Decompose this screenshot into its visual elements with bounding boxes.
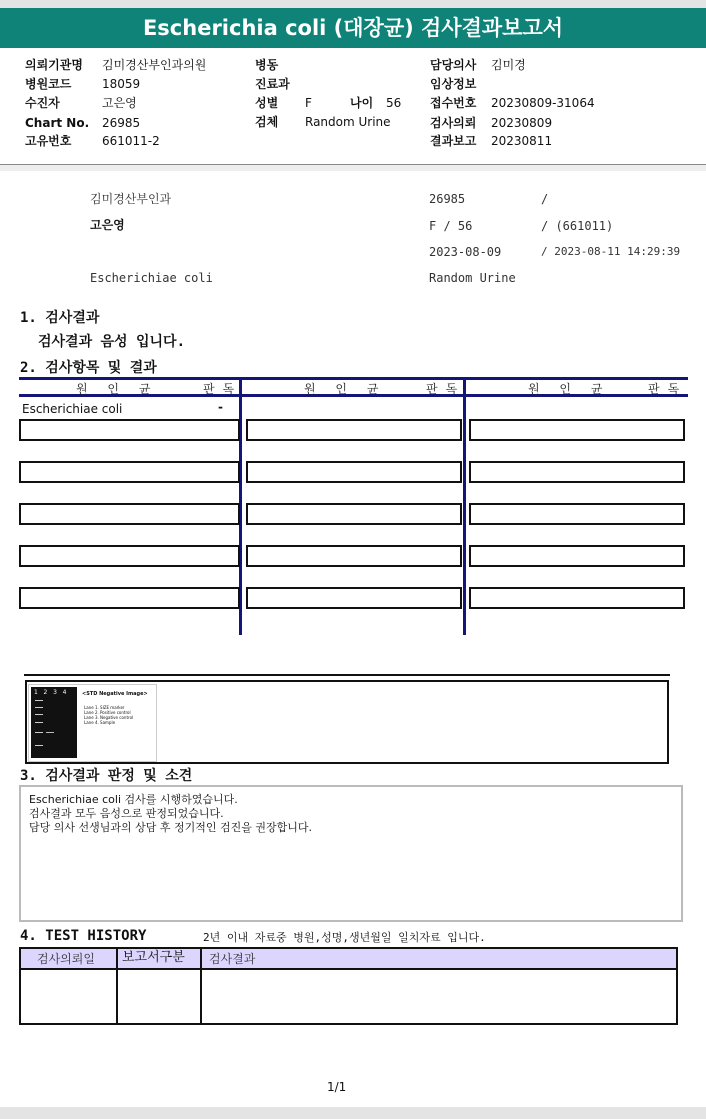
result-box <box>469 545 685 567</box>
summary-chart: 26985 <box>429 192 466 206</box>
chart-value: 26985 <box>102 116 141 130</box>
marker-band <box>35 722 43 723</box>
result-box <box>19 587 240 609</box>
positive-band <box>46 732 54 733</box>
opinion-line-2: 검사결과 모두 음성으로 판정되었습니다. <box>29 807 224 820</box>
unique-value: 661011-2 <box>102 134 160 148</box>
dept-label: 진료과 <box>255 77 290 91</box>
col3-organism-header: 원 인 균 <box>528 382 611 396</box>
col2-judgment-header: 판독 <box>426 382 466 396</box>
page-number: 1/1 <box>327 1080 347 1094</box>
summary-clinic: 김미경산부인과 <box>90 192 172 206</box>
gel-caption: <STD Negative Image> <box>82 691 148 697</box>
marker-band <box>35 745 43 746</box>
result-box <box>469 587 685 609</box>
receipt-label: 접수번호 <box>430 96 477 110</box>
hospital-code-value: 18059 <box>102 77 141 91</box>
col3-judgment-header: 판독 <box>648 382 688 396</box>
result-box <box>469 503 685 525</box>
report-title: Escherichia coli (대장균) 검사결과보고서 <box>0 8 706 48</box>
summary-id: / (661011) <box>541 219 614 233</box>
result-box <box>19 545 240 567</box>
gel-legend-2: Lane 2. Positive control <box>84 710 131 715</box>
summary-sex-age: F / 56 <box>429 219 473 233</box>
opinion-box <box>19 785 683 922</box>
col2-organism-header: 원 인 균 <box>304 382 387 396</box>
report-value: 20230811 <box>491 134 553 148</box>
report-label: 결과보고 <box>430 134 477 148</box>
section4-title: 4. TEST HISTORY <box>20 928 147 944</box>
top-band <box>0 0 706 8</box>
bottom-band <box>0 1107 706 1119</box>
col1-judgment-header: 판독 <box>203 382 243 396</box>
marker-band <box>35 714 43 715</box>
gel-legend-1: Lane 1. SIZE marker <box>84 705 125 710</box>
history-col-divider <box>116 949 118 1023</box>
result-box <box>19 503 240 525</box>
patient-value: 고은영 <box>102 96 137 110</box>
doctor-value: 김미경 <box>491 58 526 72</box>
col1-organism-header: 원 인 균 <box>76 382 159 396</box>
age-value: 56 <box>386 96 402 110</box>
result-box <box>469 461 685 483</box>
age-label: 나이 <box>350 96 374 110</box>
history-note: 2년 이내 자료중 병원,성명,생년월일 일치자료 입니다. <box>203 931 486 944</box>
institution-value: 김미경산부인과의원 <box>102 58 207 72</box>
gel-lanes-panel <box>31 687 77 758</box>
opinion-line-1: Escherichiae coli 검사를 시행하였습니다. <box>29 793 238 806</box>
gel-legend-3: Lane 3. Negative control <box>84 715 134 720</box>
chart-label: Chart No. <box>25 116 90 130</box>
opinion-line-3: 담당 의사 선생님과의 상담 후 정기적인 검진을 권장합니다. <box>29 821 312 834</box>
marker-band <box>35 707 43 708</box>
ward-label: 병동 <box>255 58 279 72</box>
section1-title: 1. 검사결과 <box>20 310 100 326</box>
sex-label: 성별 <box>255 96 279 110</box>
history-col-divider <box>200 949 202 1023</box>
marker-band <box>35 732 43 733</box>
section1-text: 검사결과 음성 입니다. <box>38 334 186 350</box>
result-box <box>19 419 240 441</box>
result-box <box>246 587 462 609</box>
specimen-value: Random Urine <box>305 115 391 129</box>
gel-legend-4: Lane 4. Sample <box>84 720 116 725</box>
clinical-label: 임상정보 <box>430 77 477 91</box>
summary-specimen: Random Urine <box>429 271 516 285</box>
history-header-row <box>21 949 676 970</box>
result-box <box>246 503 462 525</box>
result-box <box>469 419 685 441</box>
summary-test-name: Escherichiae coli <box>90 271 213 285</box>
request-value: 20230809 <box>491 116 553 130</box>
summary-request-date: 2023-08-09 <box>429 245 502 259</box>
result-organism: Escherichiae coli <box>22 402 123 416</box>
institution-label: 의뢰기관명 <box>25 58 83 72</box>
history-col-report-type: 보고서구분 <box>122 950 185 965</box>
gel-lane-numbers: 1 2 3 4 <box>34 689 67 696</box>
request-label: 검사의뢰 <box>430 116 477 130</box>
hospital-code-label: 병원코드 <box>25 77 72 91</box>
history-col-request-date: 검사의뢰일 <box>37 952 95 966</box>
results-col-divider-2 <box>463 377 466 635</box>
doctor-label: 담당의사 <box>430 58 477 72</box>
sex-value: F <box>305 96 312 110</box>
summary-report-datetime: / 2023-08-11 14:29:39 <box>541 245 681 258</box>
marker-band <box>35 700 43 701</box>
section3-title: 3. 검사결과 판정 및 소견 <box>20 768 193 784</box>
history-table <box>19 947 678 1025</box>
result-box <box>246 461 462 483</box>
receipt-value: 20230809-31064 <box>491 96 595 110</box>
header-shadow <box>0 165 706 171</box>
gel-top-rule <box>24 674 670 676</box>
result-box <box>19 461 240 483</box>
unique-label: 고유번호 <box>25 134 72 148</box>
summary-patient: 고은영 <box>90 218 125 232</box>
specimen-label: 검체 <box>255 115 279 129</box>
result-judgment: - <box>218 400 223 414</box>
patient-label: 수진자 <box>25 96 60 110</box>
result-box <box>246 545 462 567</box>
section2-title: 2. 검사항목 및 결과 <box>20 360 157 376</box>
gel-image <box>28 684 157 762</box>
result-box <box>246 419 462 441</box>
summary-slash: / <box>541 192 549 206</box>
history-col-result: 검사결과 <box>209 952 256 966</box>
